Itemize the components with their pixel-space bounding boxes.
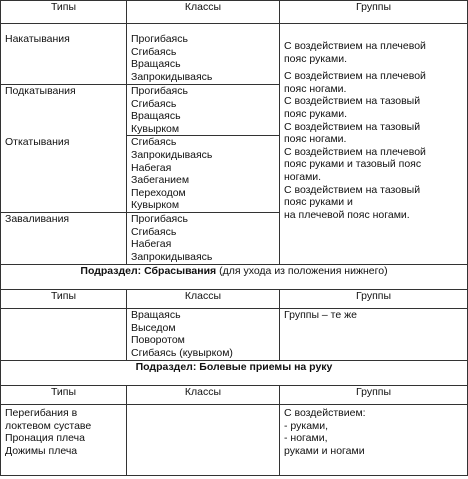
header-classes: Классы	[127, 289, 280, 308]
group-line: С воздействием на плечевой	[284, 40, 426, 52]
list-item: Запрокидываясь	[131, 70, 213, 83]
list-item: Пронация плеча	[5, 432, 85, 445]
list-item: Прогибаясь	[131, 212, 188, 225]
group-line: пояс ногами.	[284, 82, 347, 95]
list-item: Прогибаясь	[131, 85, 188, 97]
classes-cell	[127, 136, 280, 213]
list-item: Переходом	[131, 186, 186, 199]
type-cell	[1, 308, 127, 360]
list-item: Кувырком	[131, 122, 180, 135]
group-line: С воздействием на плечевой	[284, 70, 426, 83]
table-row	[1, 24, 468, 85]
type-zavalivaniya: Заваливания	[5, 212, 70, 225]
type-otkatyvaniya: Откатывания	[5, 135, 70, 148]
list-item: Поворотом	[131, 334, 185, 347]
classes-cell	[127, 85, 280, 136]
list-item: Сгибаясь (кувырком)	[131, 346, 233, 359]
group-line: С воздействием на плечевой	[284, 145, 426, 158]
list-item: Вращаясь	[131, 58, 181, 71]
header-classes: Классы	[127, 1, 280, 24]
header-types: Типы	[1, 289, 127, 308]
groups-tail: руками и ногами	[284, 444, 365, 457]
list-item: Набегая	[131, 161, 172, 174]
list-item: Сгибаясь	[131, 225, 177, 238]
table-header-row	[1, 385, 468, 404]
list-item: Кувырком	[131, 199, 180, 212]
list-item: Сгибаясь	[131, 136, 177, 149]
groups-cell	[280, 24, 468, 265]
table-row	[1, 404, 468, 475]
table-row	[1, 308, 468, 360]
list-item: - ногами,	[284, 432, 463, 445]
classes-cell	[127, 308, 280, 360]
type-nakatyvaniya: Накатывания	[5, 33, 70, 45]
section-prefix: Подраздел:	[80, 264, 145, 277]
type-cell	[1, 212, 127, 264]
section-note: (для ухода из положения нижнего)	[216, 264, 388, 277]
header-types: Типы	[1, 385, 127, 404]
list-item: Выседом	[131, 321, 176, 334]
group-line: пояс руками.	[284, 107, 348, 120]
list-item: Забеганием	[131, 174, 190, 187]
table-header-row	[1, 289, 468, 308]
list-item: Вращаясь	[131, 110, 181, 123]
list-item: Дожимы плеча	[5, 444, 78, 457]
list-item: Набегая	[131, 238, 172, 251]
type-cell	[1, 24, 127, 85]
group-line: на плечевой пояс ногами.	[284, 208, 410, 221]
type-cell	[1, 85, 127, 213]
groups-head: С воздействием:	[284, 406, 366, 419]
list-item: Запрокидываясь	[131, 250, 213, 263]
group-line: С воздействием на тазовый	[284, 183, 421, 196]
groups-same: Группы – те же	[284, 308, 357, 321]
group-line: ногами.	[284, 170, 322, 183]
header-groups: Группы	[280, 289, 468, 308]
header-types: Типы	[1, 1, 127, 24]
header-groups: Группы	[280, 1, 468, 24]
list-item: Вращаясь	[131, 308, 181, 321]
group-line: пояс руками и	[284, 196, 353, 209]
groups-cell	[280, 404, 468, 475]
classes-cell	[127, 24, 280, 85]
groups-cell	[280, 308, 468, 360]
list-item: Прогибаясь	[131, 33, 188, 45]
section-name: Сбрасывания	[144, 264, 217, 277]
classes-cell	[127, 404, 280, 475]
type-podkatyvaniya: Подкатывания	[5, 85, 76, 97]
list-item: локтевом суставе	[5, 419, 92, 432]
classes-cell	[127, 212, 280, 264]
group-line: пояс ногами.	[284, 133, 347, 146]
section-row	[1, 360, 468, 385]
section-title-sbrasyvaniya	[1, 264, 468, 289]
list-item: Запрокидываясь	[131, 148, 213, 161]
group-line: пояс руками и тазовый пояс	[284, 158, 422, 171]
list-item: - руками,	[284, 420, 463, 433]
group-line: С воздействием на тазовый	[284, 120, 421, 133]
group-line: пояс руками.	[284, 52, 348, 65]
group-line: С воздействием на тазовый	[284, 95, 421, 108]
header-classes: Классы	[127, 385, 280, 404]
list-item: Сгибаясь	[131, 97, 177, 110]
list-item: Перегибания в	[5, 406, 78, 419]
table-header-row	[1, 1, 468, 24]
section-name: Подраздел: Болевые приемы на руку	[135, 360, 333, 373]
section-row	[1, 264, 468, 289]
section-title-bolevye	[1, 360, 468, 385]
type-cell	[1, 404, 127, 475]
header-groups: Группы	[280, 385, 468, 404]
list-item: Сгибаясь	[131, 45, 177, 58]
